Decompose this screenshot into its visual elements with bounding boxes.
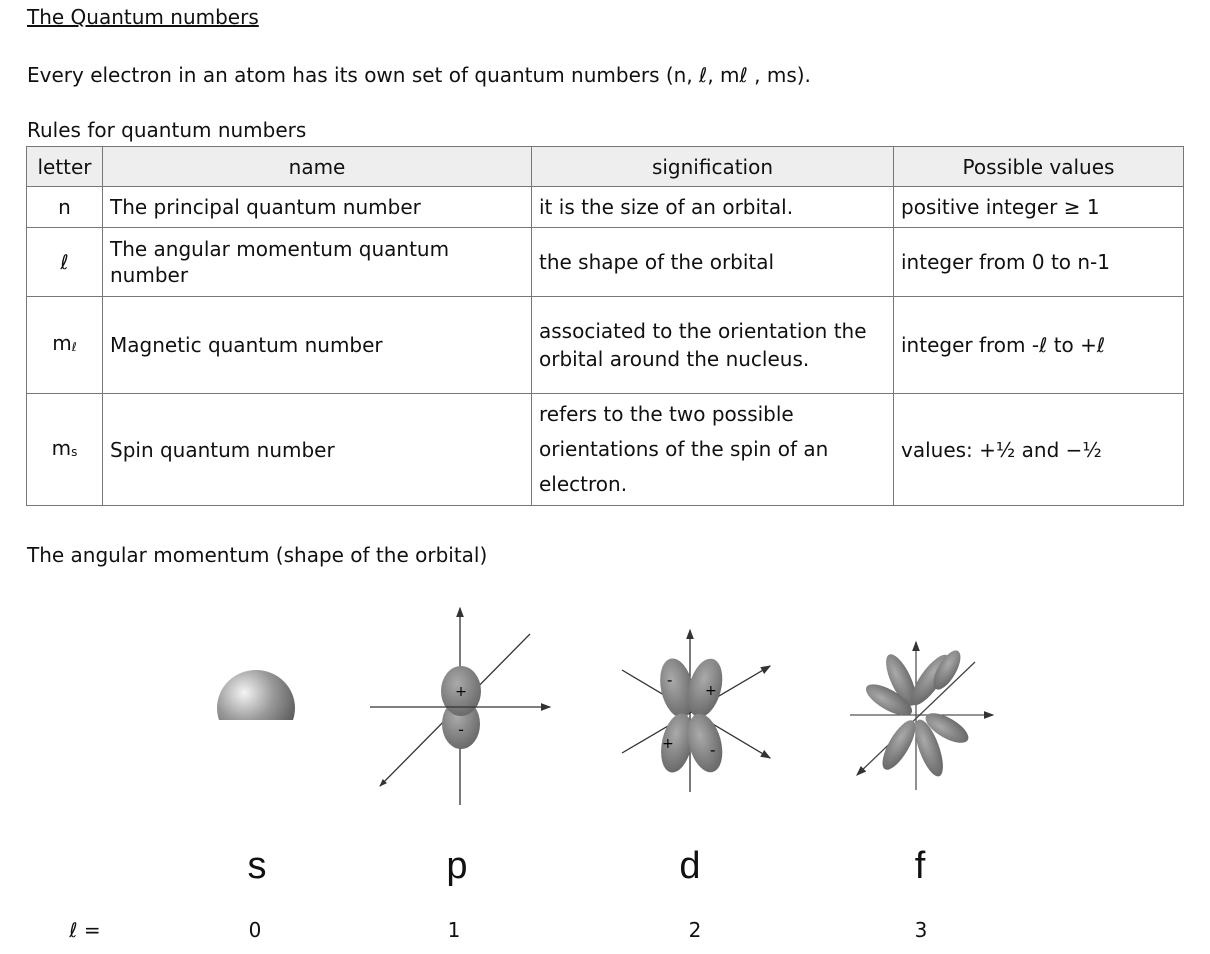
minus-sign: -	[710, 741, 716, 759]
cell-name: The angular momentum quantum number	[103, 228, 532, 297]
d-orbital-image	[610, 600, 780, 800]
header-letter: letter	[27, 147, 103, 187]
cell-letter: $m_\ell$	[27, 297, 103, 394]
cell-values: values: +½ and −½	[894, 394, 1184, 506]
l-equals-label: ℓ =	[69, 918, 101, 942]
page-title: The Quantum numbers	[27, 5, 259, 29]
cell-letter: n	[27, 187, 103, 228]
table-row	[27, 187, 1184, 228]
table-caption: Rules for quantum numbers	[27, 118, 307, 142]
orbital-label-s: s	[247, 845, 267, 887]
header-values: Possible values	[894, 147, 1184, 187]
quantum-numbers-table	[26, 146, 1184, 506]
cell-signification: the shape of the orbital	[532, 228, 894, 297]
plus-sign: +	[455, 684, 467, 700]
table-header-row	[27, 147, 1184, 187]
cell-values: positive integer ≥ 1	[894, 187, 1184, 228]
header-signification: signification	[532, 147, 894, 187]
intro-text: Every electron in an atom has its own set of quantum numbers (n, ℓ, mℓ , ms).	[27, 63, 811, 87]
cell-name: Magnetic quantum number	[103, 297, 532, 394]
shapes-heading: The angular momentum (shape of the orbital)	[27, 543, 488, 567]
minus-sign: -	[667, 671, 673, 689]
l-value-s: 0	[248, 918, 262, 942]
l-value-p: 1	[447, 918, 461, 942]
cell-signification: refers to the two possible orientations of the spin of an electron.	[532, 394, 894, 506]
minus-sign: -	[458, 720, 464, 739]
l-value-f: 3	[914, 918, 928, 942]
orbital-label-p: p	[446, 845, 468, 887]
cell-name: The principal quantum number	[103, 187, 532, 228]
table-row	[27, 394, 1184, 506]
l-value-d: 2	[688, 918, 702, 942]
cell-values: integer from -ℓ to +ℓ	[894, 297, 1184, 394]
orbital-label-d: d	[679, 845, 701, 887]
orbital-label-f: f	[914, 845, 926, 887]
p-orbital-image	[360, 600, 560, 810]
cell-letter: $m_s$	[27, 394, 103, 506]
table-row	[27, 228, 1184, 297]
s-orbital-image	[210, 600, 300, 720]
f-orbital-image	[845, 600, 1005, 800]
cell-values: integer from 0 to n-1	[894, 228, 1184, 297]
plus-sign: +	[662, 736, 674, 752]
plus-sign: +	[705, 683, 717, 699]
cell-signification: associated to the orientation the orbital around the nucleus.	[532, 297, 894, 394]
cell-name: Spin quantum number	[103, 394, 532, 506]
cell-signification: it is the size of an orbital.	[532, 187, 894, 228]
cell-letter: ℓ	[27, 228, 103, 297]
table-row	[27, 297, 1184, 394]
header-name: name	[103, 147, 532, 187]
